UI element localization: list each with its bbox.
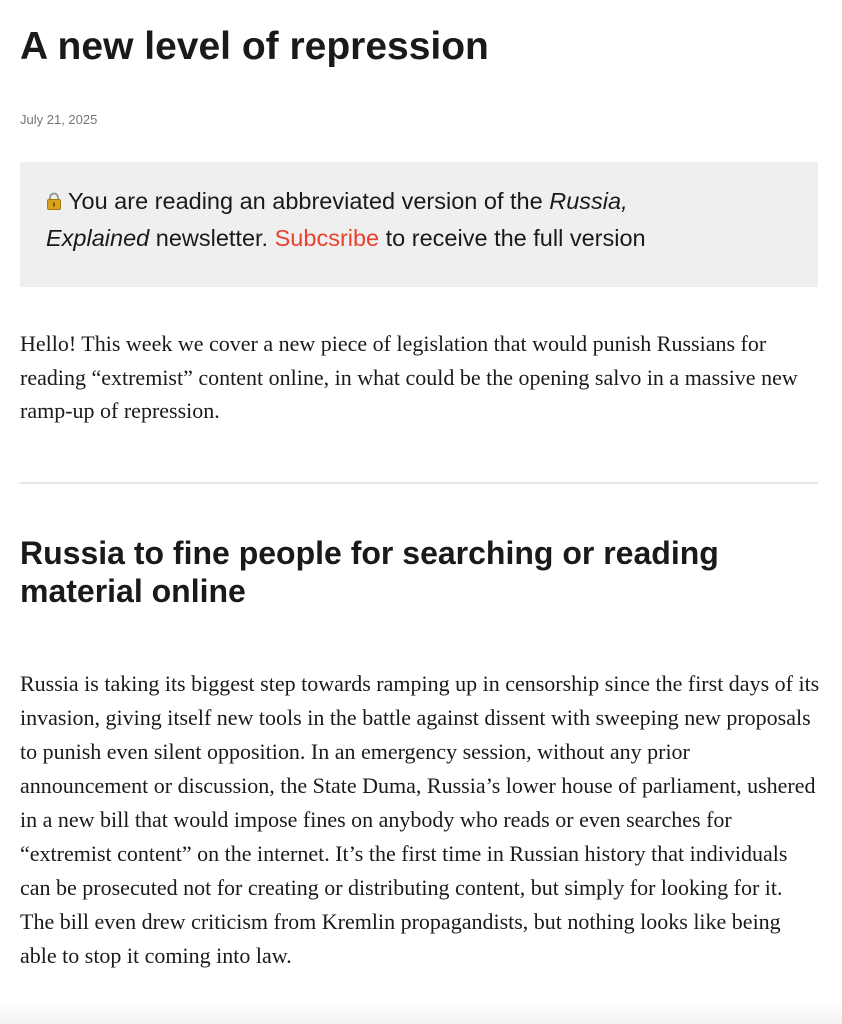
abbreviated-version-notice <box>20 162 818 287</box>
publish-date: July 21, 2025 <box>20 112 98 127</box>
newsletter-name-part1: Russia, <box>549 188 628 214</box>
article-title: A new level of repression <box>20 25 489 68</box>
section-divider <box>20 482 818 484</box>
notice-text <box>46 183 792 257</box>
section-heading: Russia to fine people for searching or reading material online <box>20 535 719 609</box>
notice-text-middle: newsletter. <box>149 225 275 251</box>
notice-text-before: You are reading an abbreviated version of the <box>68 188 550 214</box>
intro-paragraph: Hello! This week we cover a new piece of legislation that would punish Russians for reading “extremist” content online, in what could be the opening salvo in a massive new ramp-up of repression. <box>20 331 798 423</box>
newsletter-name-part2: Explained <box>46 225 150 251</box>
section-body-paragraph: Russia is taking its biggest step towards ramping up in censorship since the first days of its invasion, giving itself new tools in the battle against dissent with sweeping new proposals to punish even silent opposition. In an emergency session, without any prior announcement or discussion, the State Duma, Russia’s lower house of parliament, ushered in a new bill that would impose fines on anybody who reads or even searches for “extremist content” on the internet. It’s the first time in Russian history that individuals can be prosecuted not for creating or distributing content, but simply for looking for it. The bill even drew criticism from Kremlin propagandists, but nothing looks like being able to stop it coming into law. <box>20 671 820 968</box>
subscribe-link[interactable]: Subcsribe <box>274 225 380 251</box>
notice-text-after: to receive the full version <box>379 225 646 251</box>
lock-icon <box>46 192 62 210</box>
bottom-fade <box>0 1002 842 1024</box>
